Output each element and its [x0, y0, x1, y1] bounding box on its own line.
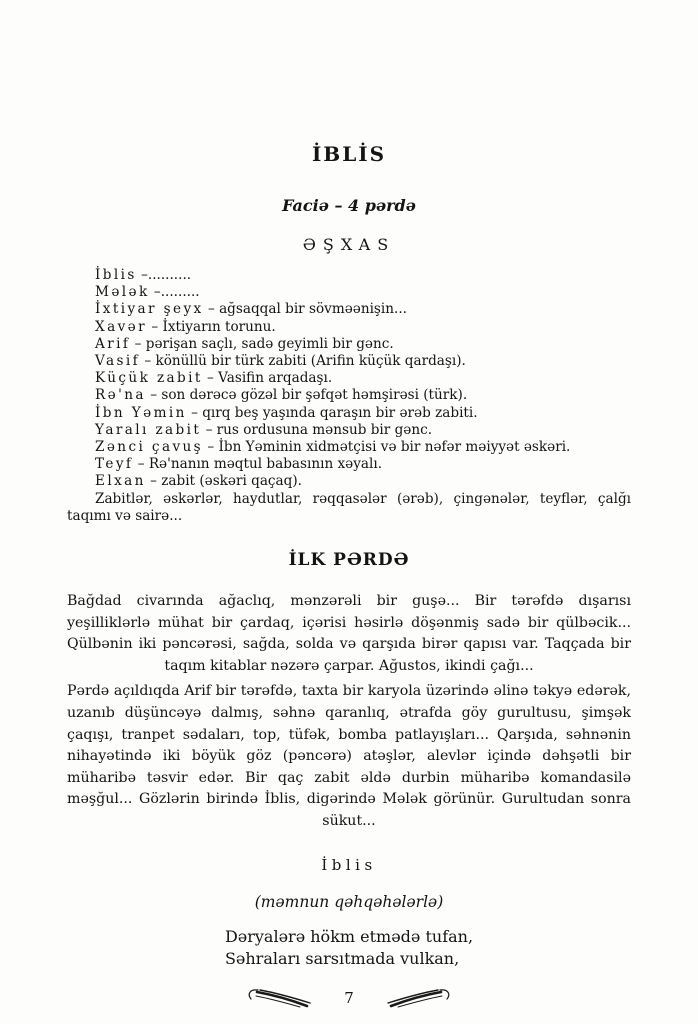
verse-line: Dəryalərə hökm etmədə tufan, [224, 926, 474, 946]
cast-row [67, 267, 631, 284]
cast-name: Yaralı zabit [95, 421, 202, 438]
cast-desc: – son dərəcə gözəl bir şəfqət həmşirəsi (türk). [150, 387, 468, 404]
cast-row [67, 473, 631, 490]
cast-row [67, 439, 631, 456]
cast-name: Vasif [95, 353, 141, 370]
page-footer [67, 985, 631, 1011]
flourish-right-icon [382, 985, 454, 1011]
cast-row [67, 284, 631, 301]
stage-direction-paragraph: Bağdad civarında ağaclıq, mənzərəli bir guşə... Bir tərəfdə dışarısı yeşilliklərlə mühat bir çardaq, içərisi həsirlə döşənmiş sadə bir qülbəcik... Qülbənin iki pəncərəsi, sağda, solda və qarşıda birər qapısı var. Taqçada bir taqım kitablar nəzərə çarpar. Ağustos, ikindi çağı... [67, 593, 631, 674]
cast-row [67, 422, 631, 439]
cast-desc: – qırq beş yaşında qaraşın bir ərəb zabiti. [191, 404, 478, 421]
cast-row [67, 405, 631, 422]
cast-desc: –......... [153, 284, 200, 301]
cast-name: Mələk [95, 284, 150, 301]
cast-heading: ƏŞXAS [302, 235, 396, 254]
cast-list [67, 267, 631, 525]
verse-line: Səhraları sarsıtmada vulkan, [224, 949, 460, 969]
cast-name: Elxan [95, 473, 146, 490]
verse-block [225, 926, 473, 971]
cast-desc: –.......... [141, 267, 192, 283]
cast-row [67, 456, 631, 473]
speaker-name: İblis [321, 855, 377, 874]
cast-name: Xavər [95, 318, 148, 335]
cast-desc: – pərişan saçlı, sadə geyimli bir gənc. [134, 335, 394, 352]
cast-name: Küçük zabit [95, 370, 203, 387]
speaker-stage-cue: (məmnun qəhqəhələrlə) [254, 892, 444, 911]
cast-name: Arif [95, 335, 131, 352]
cast-note: Zabitlər, əskərlər, haydutlar, rəqqasələr (ərəb), çingənələr, teyflər, çalğı taqımı və sairə... [67, 490, 631, 524]
cast-desc: – zabit (əskəri qaçaq). [150, 473, 302, 490]
flourish-left-icon [244, 985, 316, 1011]
cast-desc: – rus ordusuna mənsub bir gənc. [205, 421, 433, 438]
cast-row [67, 319, 631, 336]
play-genre-subtitle: Faciə – 4 pərdə [282, 196, 416, 215]
act-heading: İLK PƏRDƏ [288, 550, 410, 571]
cast-name: İblis [95, 267, 137, 283]
cast-desc: – İbn Yəminin xidmətçisi və bir nəfər məiyyət əskəri. [207, 439, 571, 456]
cast-row [67, 387, 631, 404]
cast-name: Zənci çavuş [95, 439, 204, 456]
stage-direction-paragraph: Pərdə açıldıqda Arif bir tərəfdə, taxta bir karyola üzərində əlinə təkyə edərək, uzanıb düşüncəyə dalmış, səhnə qaranlıq, ətrafda göy gurultusu, şimşək çaqışı, tranpet sədaları, top, tüfək, bomba patlayışları... Qarşıda, səhnənin nihayətində iki böyük göz (pəncərə) atəşlər, alevlər içində dəhşətli bir müharibə təsvir edər. Bir qaç zabit əldə durbin müharibə komandasilə məşğul... Gözlərin birində İblis, digərində Mələk görünür. Gurultudan sonra sükut... [67, 683, 631, 829]
page-number: 7 [344, 988, 354, 1007]
cast-row [67, 353, 631, 370]
cast-desc: – Rə'nanın məqtul babasının xəyalı. [137, 456, 383, 473]
cast-row [67, 301, 631, 318]
cast-desc: – könüllü bir türk zabiti (Arifin küçük qardaşı). [144, 353, 466, 370]
verse-wrap [67, 926, 631, 971]
cast-name: İxtiyar şeyx [95, 301, 204, 318]
cast-row [67, 336, 631, 353]
cast-row [67, 370, 631, 387]
cast-desc: – ağsaqqal bir sövməənişin... [207, 301, 407, 318]
cast-name: İbn Yəmin [95, 404, 187, 421]
play-title: İBLİS [311, 142, 387, 166]
cast-desc: – İxtiyarın torunu. [151, 318, 276, 335]
cast-name: Rə'na [95, 387, 146, 404]
cast-name: Teyf [95, 456, 134, 473]
cast-desc: – Vasifin arqadaşı. [207, 370, 333, 387]
